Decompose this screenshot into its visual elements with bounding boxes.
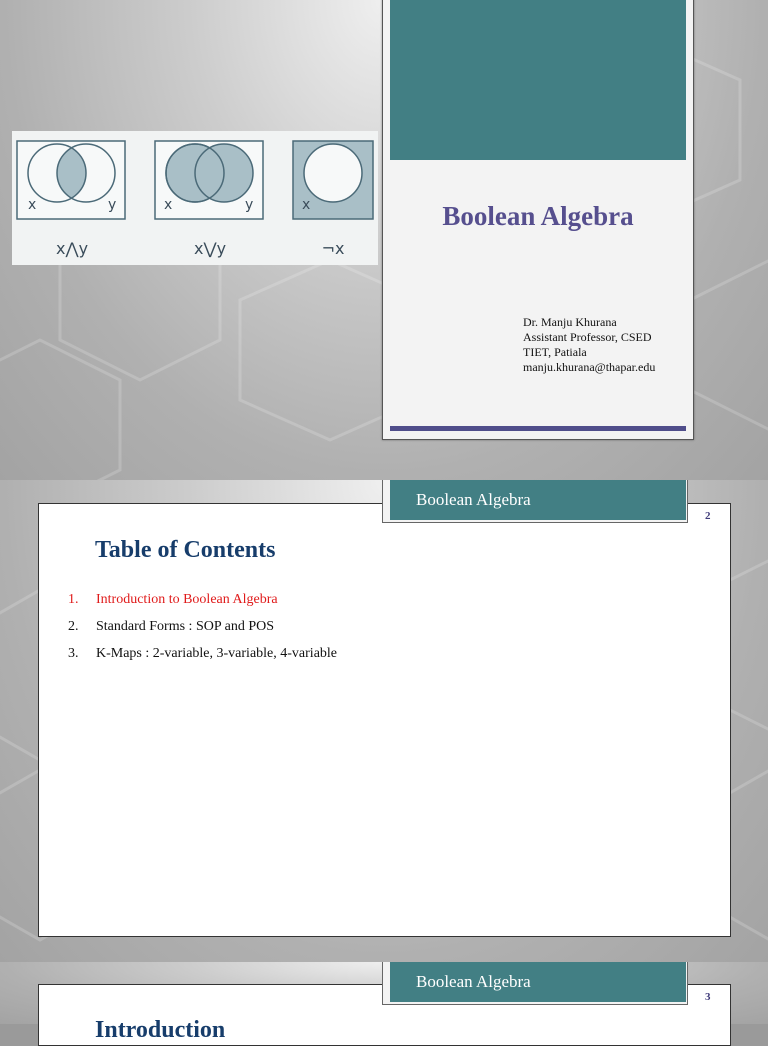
venn-not [293,141,373,219]
toc-item-number: 2. [68,619,79,634]
slide-2 [38,503,731,937]
venn-label-or: x⋁y [193,239,227,258]
var-x: x [302,197,311,213]
title-card [382,0,694,440]
intro-title: Introduction [95,1017,226,1043]
toc-title: Table of Contents [95,537,276,563]
author-institute: TIET, Patiala [523,345,587,359]
author-email: manju.khurana@thapar.edu [523,360,656,374]
presentation-title: Boolean Algebra [442,201,634,231]
venn-label-and: x⋀y [55,239,89,258]
var-x: x [164,197,173,213]
page-number: 3 [705,991,711,1003]
venn-diagrams-panel [12,131,378,265]
venn-and [17,141,125,219]
venn-or [155,141,263,219]
var-y: y [108,197,117,213]
toc-item-text: K-Maps : 2-variable, 3-variable, 4-variable [96,646,338,661]
toc-item-number: 3. [68,646,79,661]
toc-item-text: Introduction to Boolean Algebra [96,592,278,607]
slide-3-header: Boolean Algebra [390,962,686,1002]
title-card-rule [390,426,686,431]
author-position: Assistant Professor, CSED [523,330,652,344]
var-x: x [28,197,37,213]
toc-item-text: Standard Forms : SOP and POS [96,619,275,634]
slide-2-header: Boolean Algebra [390,480,686,520]
slide-2-header-tab [382,480,688,523]
venn-label-not: ¬x [321,239,345,258]
var-y: y [245,197,254,213]
author-name: Dr. Manju Khurana [523,315,617,329]
author-info [523,315,655,375]
slide-3-header-tab [382,962,688,1005]
title-card-banner [390,0,686,160]
page-number: 2 [705,510,711,522]
toc-item-number: 1. [68,592,79,607]
